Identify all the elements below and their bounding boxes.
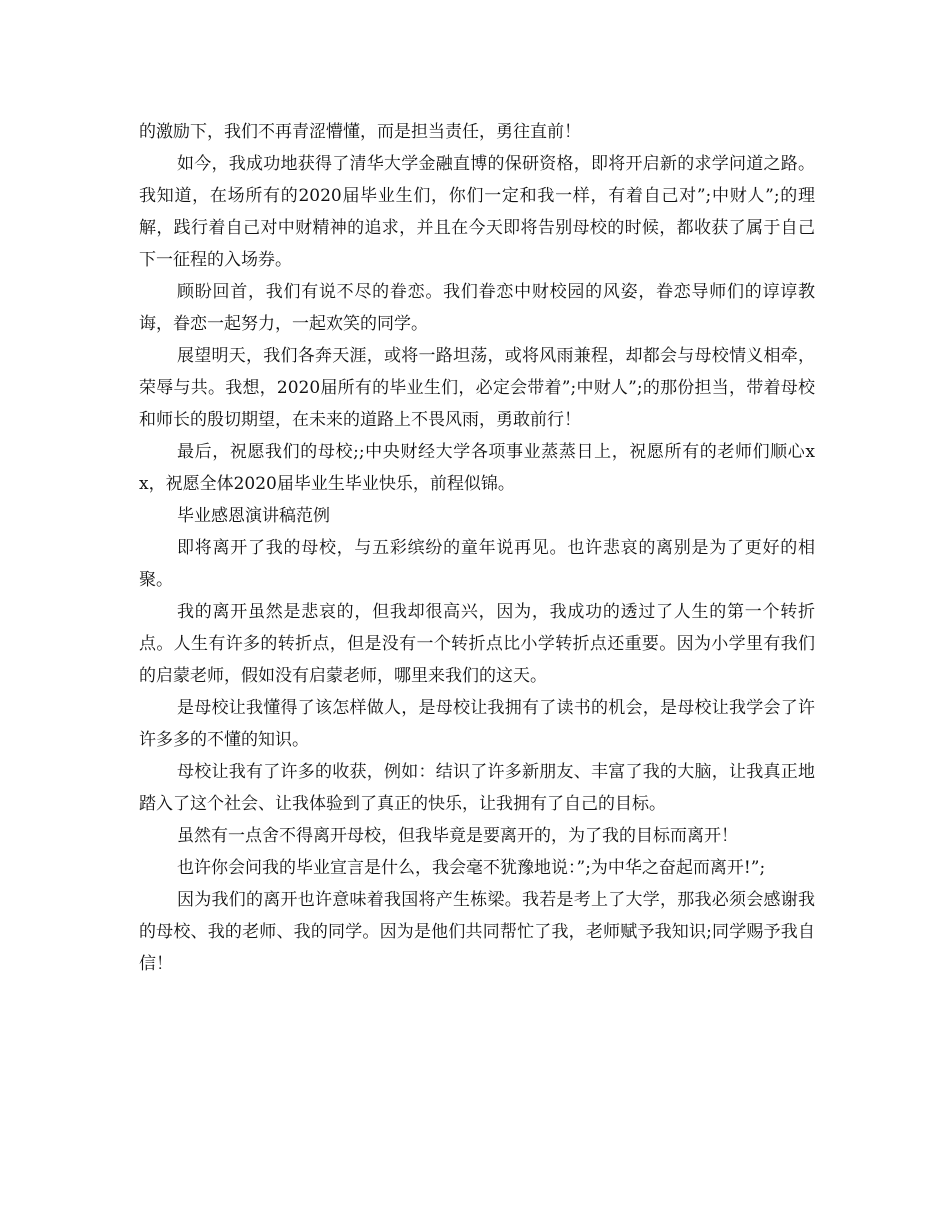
paragraph-looking-back: 顾盼回首，我们有说不尽的眷恋。我们眷恋中财校园的风姿，眷恋导师们的谆谆教诲，眷恋一起努力，一起欢笑的同学。 [139,282,815,334]
paragraph-gratitude: 因为我们的离开也许意味着我国将产生栋梁。我若是考上了大学，那我必须会感谢我的母校、我的老师、我的同学。因为是他们共同帮忙了我，老师赋予我知识;同学赐予我自信！ [139,890,815,974]
document-body [139,116,815,980]
paragraph-school-taught: 是母校让我懂得了该怎样做人，是母校让我拥有了读书的机会，是母校让我学会了许许多多的不懂的知识。 [139,698,815,750]
paragraph-turning-point: 我的离开虽然是悲哀的，但我却很高兴，因为，我成功的透过了人生的第一个转折点。人生有许多的转折点，但是没有一个转折点比小学转折点还重要。因为小学里有我们的启蒙老师，假如没有启蒙老师，哪里来我们的这天。 [139,602,815,686]
paragraph-looking-forward: 展望明天，我们各奔天涯，或将一路坦荡，或将风雨兼程，却都会与母校情义相牵，荣辱与共。我想，2020届所有的毕业生们，必定会带着”;中财人”;的那份担当，带着母校和师长的殷切期望，在未来的道路上不畏风雨，勇敢前行！ [139,346,815,430]
paragraph-closing-wishes: 最后，祝愿我们的母校;;中央财经大学各项事业蒸蒸日上，祝愿所有的老师们顺心xx，祝愿全体2020届毕业生毕业快乐，前程似锦。 [139,442,815,494]
paragraph-tsinghua-admission: 如今，我成功地获得了清华大学金融直博的保研资格，即将开启新的求学问道之路。我知道，在场所有的2020届毕业生们，你们一定和我一样，有着自己对”;中财人”;的理解，践行着自己对中财精神的追求，并且在今天即将告别母校的时候，都收获了属于自己下一征程的入场券。 [139,154,815,270]
paragraph-reluctance: 虽然有一点舍不得离开母校，但我毕竟是要离开的，为了我的目标而离开！ [177,826,738,846]
paragraph-gains: 母校让我有了许多的收获，例如：结识了许多新朋友、丰富了我的大脑，让我真正地踏入了这个社会、让我体验到了真正的快乐，让我拥有了自己的目标。 [139,762,815,814]
section-heading: 毕业感恩演讲稿范例 [177,506,330,526]
paragraph-farewell: 即将离开了我的母校，与五彩缤纷的童年说再见。也许悲哀的离别是为了更好的相聚。 [139,538,815,590]
paragraph-continuation: 的激励下，我们不再青涩懵懂，而是担当责任，勇往直前！ [139,122,581,142]
paragraph-declaration: 也许你会问我的毕业宣言是什么，我会毫不犹豫地说：”;为中华之奋起而离开!”; [177,858,766,878]
